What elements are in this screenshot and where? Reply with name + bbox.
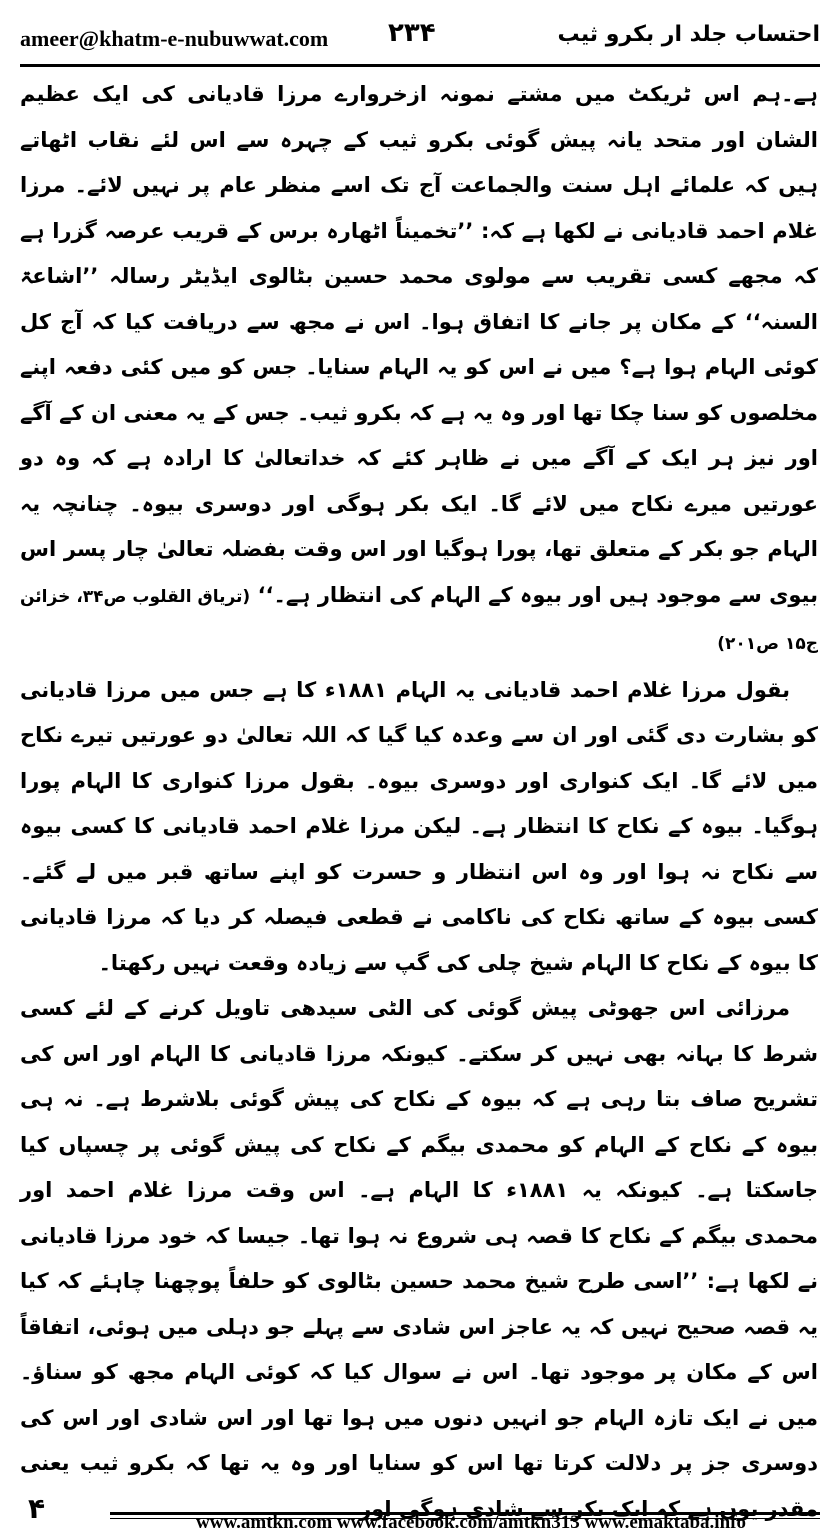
citation: (تریاق القلوب ص۳۴، خزائن ج۱۵ ص۲۰۱) bbox=[20, 586, 818, 654]
paragraph-1-text: ہے۔ہم اس ٹریکٹ میں مشتے نمونہ ازخروارے مرزا قادیانی کی ایک عظیم الشان اور متحد یانہ پیش گوئی بکرو ثیب کے چہرہ سے اس لئے نقاب اٹھاتے ہیں کہ علمائے اہل سنت والجماعت آج تک اسے منظر عام پر نہیں لائے۔ مرزا غلام احمد قادیانی نے لکھا ہے کہ: ’’تخمیناً اٹھارہ برس کے قریب عرصہ گزرا ہے کہ مجھے کسی تقریب سے مولوی محمد حسین بٹالوی ایڈیٹر رسالہ ’’اشاعۃ السنہ‘‘ کے مکان پر جانے کا اتفاق ہوا۔ اس نے مجھ سے دریافت کیا کہ آج کل کوئی الہام ہوا ہے؟ میں نے اس کو یہ الہام سنایا۔ جس کو میں کئی دفعہ اپنے مخلصوں کو سنا چکا تھا اور وہ یہ ہے کہ بکرو ثیب۔ جس کے یہ معنی ان کے آگے اور نیز ہر ایک کے آگے میں نے ظاہر کئے کہ خداتعالیٰ کا ارادہ ہے کہ وہ دو عورتیں میرے نکاح میں لائے گا۔ ایک بکر ہوگی اور دوسری بیوہ۔ چنانچہ یہ الہام جو بکر کے متعلق تھا، پورا ہوگیا اور اس وقت بفضلہ تعالیٰ چار پسر اس بیوی سے موجود ہیں اور بیوہ کے الہام کی انتظار ہے۔‘‘ bbox=[20, 82, 819, 607]
paragraph-2-text: بقول مرزا غلام احمد قادیانی یہ الہام ۱۸۸۱ء کا ہے جس میں مرزا قادیانی کو بشارت دی گئی اور ان سے وعدہ کیا گیا کہ اللہ تعالیٰ دو عورتیں تیرے نکاح میں لائے گا۔ ایک کنواری اور دوسری بیوہ۔ بقول مرزا کنواری کا الہام پورا ہوگیا۔ بیوہ کے نکاح کا انتظار ہے۔ لیکن مرزا غلام احمد قادیانی کا کسی بیوہ سے نکاح نہ ہوا اور وہ اس انتظار و حسرت کو اپنے ساتھ قبر میں لے گئے۔ کسی بیوہ کے ساتھ نکاح کی ناکامی نے قطعی فیصلہ کر دیا کہ مرزا قادیانی کا بیوہ کے نکاح کا الہام شیخ چلی کی گپ سے زیادہ وقعت نہیں رکھتا۔ bbox=[20, 677, 818, 975]
page-header bbox=[20, 12, 820, 64]
header-book-title: احتساب جلد ار بکرو ثیب bbox=[557, 22, 820, 47]
header-rule bbox=[20, 64, 820, 67]
page-footer bbox=[20, 1494, 820, 1534]
paragraph-3 bbox=[20, 986, 818, 1532]
paragraph-1 bbox=[20, 72, 818, 668]
body-text bbox=[20, 72, 818, 1532]
paragraph-3-text: مرزائی اس جھوٹی پیش گوئی کی الٹی سیدھی تاویل کرنے کے لئے کسی شرط کا بہانہ بھی نہیں کر سکتے۔ کیونکہ مرزا قادیانی کا الہام اور اس کی تشریح صاف بتا رہی ہے کہ بیوہ کے نکاح کی پیش گوئی بلاشرط ہے۔ نہ ہی بیوہ کے نکاح کے الہام کو محمدی بیگم کے نکاح کی پیش گوئی پر چسپاں کیا جاسکتا ہے۔ کیونکہ یہ ۱۸۸۱ء کا الہام ہے۔ اس وقت مرزا غلام احمد اور محمدی بیگم کے نکاح کا قصہ ہی شروع نہ ہوا تھا۔ جیسا کہ خود مرزا قادیانی نے لکھا ہے: ’’اسی طرح شیخ محمد حسین بٹالوی کو حلفاً پوچھنا چاہئے کہ کیا یہ قصہ صحیح نہیں کہ یہ عاجز اس شادی سے پہلے جو دہلی میں ہوئی، اتفاقاً اس کے مکان پر موجود تھا۔ اس نے سوال کیا کہ کوئی الہام مجھ کو سناؤ۔ میں نے ایک تازہ الہام جو انہیں دنوں میں ہوا تھا اور اس شادی اور اس کی دوسری جز پر دلالت کرتا تھا اس کو سنایا اور وہ یہ تھا کہ بکرو ثیب یعنی مقدر یوں ہے کہ ایک بکر سے شادی ہوگی اور bbox=[20, 996, 818, 1521]
header-page-number: ۲۳۴ bbox=[388, 18, 436, 48]
footer-links[interactable]: www.amtkn.com www.facebook.com/amtkn313 www.emaktaba.info bbox=[196, 1512, 746, 1533]
header-email: ameer@khatm-e-nubuwwat.com bbox=[20, 26, 329, 51]
paragraph-2 bbox=[20, 668, 818, 987]
footer-page-number: ۴ bbox=[28, 1492, 46, 1525]
